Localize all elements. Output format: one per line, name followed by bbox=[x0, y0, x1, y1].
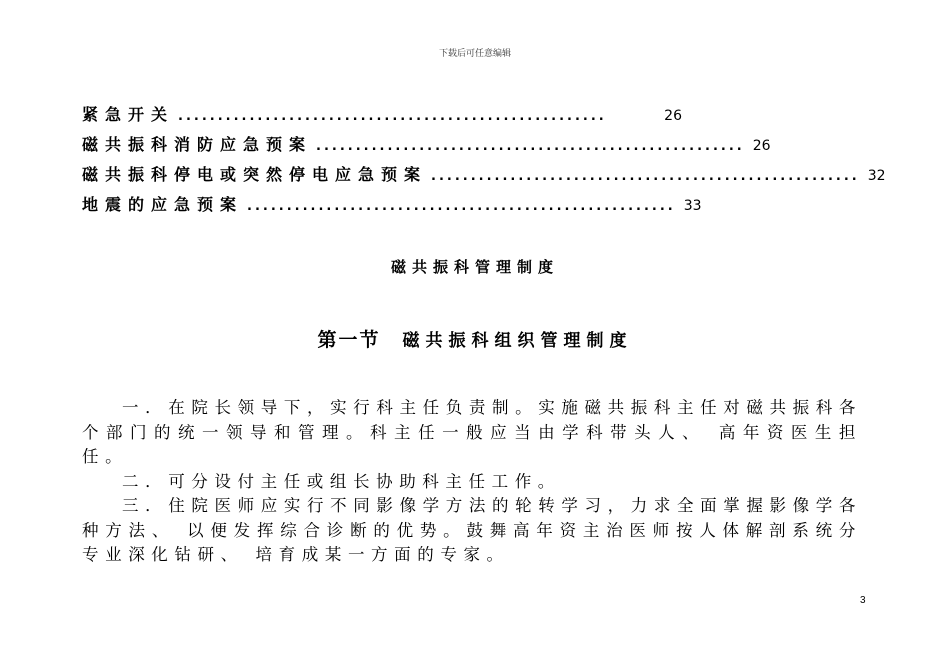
toc-entry-page: 26 bbox=[752, 138, 771, 154]
body-text bbox=[82, 396, 862, 568]
toc-leader: ...................................................... bbox=[316, 139, 745, 154]
paragraph: 三．住院医师应实行不同影像学方法的轮转学习，力求全面掌握影像学各种方法、 以便发挥综合诊断的优势。鼓舞高年资主治医师按人体解剖系统分专业深化钻研、 培育成某一方面的专家。 bbox=[82, 496, 862, 564]
toc-entry[interactable] bbox=[82, 162, 886, 192]
paragraph: 一．在院长领导下，实行科主任负责制。实施磁共振科主任对磁共振科各个部门的统一领导和管理。科主任一般应当由学科带头人、 高年资医生担任。 bbox=[82, 398, 862, 466]
toc-entry-title: 磁共振科消防应急预案 bbox=[82, 135, 313, 154]
toc-entry-title: 地震的应急预案 bbox=[82, 195, 244, 214]
section-title: 磁共振科管理制度 bbox=[390, 258, 559, 276]
subsection-number: 第一节 bbox=[317, 329, 381, 351]
table-of-contents bbox=[82, 102, 886, 222]
toc-entry[interactable] bbox=[82, 102, 682, 132]
header-note: 下载后可任意编辑 bbox=[438, 49, 511, 59]
toc-entry[interactable] bbox=[82, 192, 702, 222]
paragraph: 二．可分设付主任或组长协助科主任工作。 bbox=[122, 471, 561, 491]
toc-entry-title: 紧急开关 bbox=[82, 105, 175, 124]
toc-leader: ...................................................... bbox=[178, 109, 607, 124]
toc-leader: ...................................................... bbox=[431, 169, 860, 184]
toc-entry-page: 33 bbox=[683, 198, 702, 214]
toc-entry-page: 32 bbox=[867, 168, 886, 184]
subsection-heading bbox=[0, 325, 950, 352]
toc-entry-page: 26 bbox=[664, 108, 682, 124]
toc-entry[interactable] bbox=[82, 132, 771, 162]
toc-leader: ...................................................... bbox=[247, 199, 676, 214]
toc-entry-title: 磁共振科停电或突然停电应急预案 bbox=[82, 165, 428, 184]
subsection-name: 磁共振科组织管理制度 bbox=[402, 331, 633, 351]
page-number: 3 bbox=[860, 595, 866, 606]
